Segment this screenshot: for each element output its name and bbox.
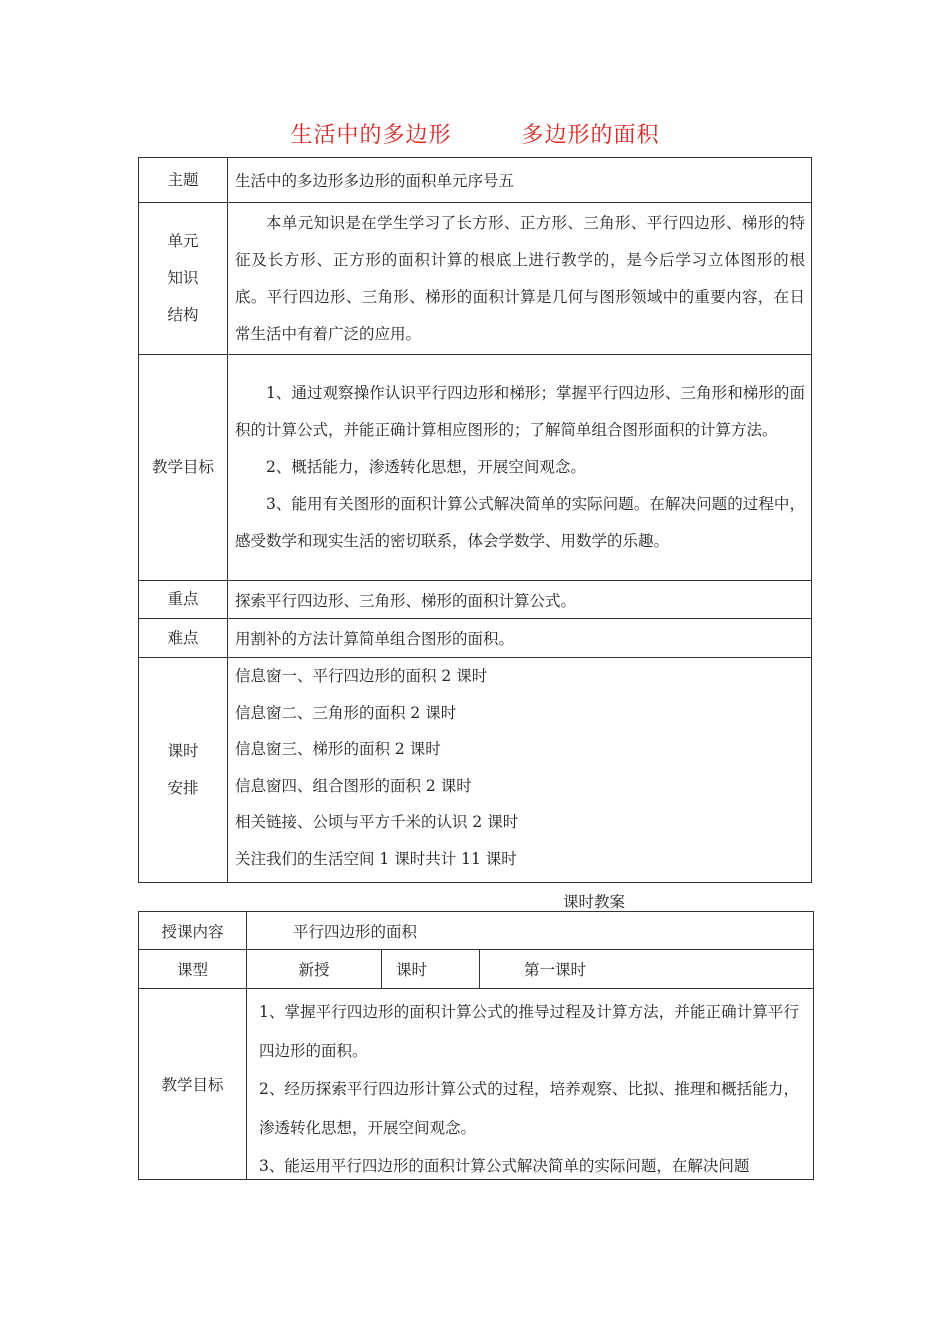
structure-text-cell — [228, 203, 812, 355]
content-label: 授课内容 — [139, 912, 247, 950]
schedule-item: 信息窗四、组合图形的面积 2 课时 — [235, 776, 472, 795]
lesson-plan-table — [138, 911, 814, 1180]
structure-text: 本单元知识是在学生学习了长方形、正方形、三角形、平行四边形、梯形的特征及长方形、正方形的面积计算的根底上进行教学的，是今后学习立体图形的根底。平行四边形、三角形、梯形的面积计算是几何与图形领域中的重要内容，在日常生活中有着广泛的应用。 — [235, 213, 805, 343]
table-row — [139, 912, 814, 950]
unit-overview-table — [138, 157, 812, 883]
lesson-goal-item: 1、掌握平行四边形的面积计算公式的推导过程及计算方法，并能正确计算平行四边形的面积。 — [259, 1003, 800, 1060]
schedule-item: 信息窗三、梯形的面积 2 课时 — [235, 740, 441, 758]
theme-value: 生活中的多边形多边形的面积单元序号五 — [228, 158, 812, 203]
period-value: 第一课时 — [480, 950, 814, 989]
schedule-item: 信息窗一、平行四边形的面积 2 课时 — [235, 667, 488, 685]
table-row — [139, 581, 812, 619]
title-right: 多边形的面积 — [521, 123, 660, 148]
content-value: 平行四边形的面积 — [247, 912, 814, 950]
goal-item: 2、概括能力，渗透转化思想，开展空间观念。 — [266, 458, 586, 476]
table-row — [139, 989, 814, 1180]
table-row — [139, 619, 812, 658]
difficulty-value: 用割补的方法计算简单组合图形的面积。 — [228, 619, 812, 658]
theme-label: 主题 — [139, 158, 228, 203]
lesson-goal-item: 2、经历探索平行四边形计算公式的过程，培养观察、比拟、推理和概括能力，渗透转化思想，开展空间观念。 — [259, 1080, 800, 1137]
page-title — [0, 118, 950, 149]
goals-label: 教学目标 — [139, 355, 228, 581]
table-row — [139, 158, 812, 203]
structure-label: 单元 知识 结构 — [139, 203, 228, 355]
lesson-goal-item: 3、能运用平行四边形的面积计算公式解决简单的实际问题，在解决问题 — [259, 1157, 750, 1175]
lesson-goals-cell — [247, 989, 814, 1180]
table-row — [139, 355, 812, 581]
goal-item: 1、通过观察操作认识平行四边形和梯形；掌握平行四边形、三角形和梯形的面积的计算公式，并能正确计算相应图形的；了解简单组合图形面积的计算方法。 — [235, 384, 805, 439]
goal-item: 3、能用有关图形的面积计算公式解决简单的实际问题。在解决问题的过程中，感受数学和现实生活的密切联系，体会学数学、用数学的乐趣。 — [235, 495, 805, 550]
table-row — [139, 950, 814, 989]
goals-cell — [228, 355, 812, 581]
schedule-item: 相关链接、公顷与平方千米的认识 2 课时 — [235, 813, 519, 831]
type-value: 新授 — [247, 950, 382, 989]
schedule-label: 课时 安排 — [139, 658, 228, 883]
lesson-caption: 课时教案 — [563, 893, 626, 911]
schedule-item: 关注我们的生活空间 1 课时共计 11 课时 — [235, 849, 517, 868]
type-label: 课型 — [139, 950, 247, 989]
schedule-cell — [228, 658, 812, 883]
table-row — [139, 203, 812, 355]
key-point-label: 重点 — [139, 581, 228, 619]
period-label: 课时 — [382, 950, 480, 989]
key-point-value: 探索平行四边形、三角形、梯形的面积计算公式。 — [228, 581, 812, 619]
lesson-goals-label: 教学目标 — [139, 989, 247, 1180]
table-row — [139, 658, 812, 883]
schedule-item: 信息窗二、三角形的面积 2 课时 — [235, 703, 457, 722]
difficulty-label: 难点 — [139, 619, 228, 658]
title-left: 生活中的多边形 — [290, 123, 452, 148]
